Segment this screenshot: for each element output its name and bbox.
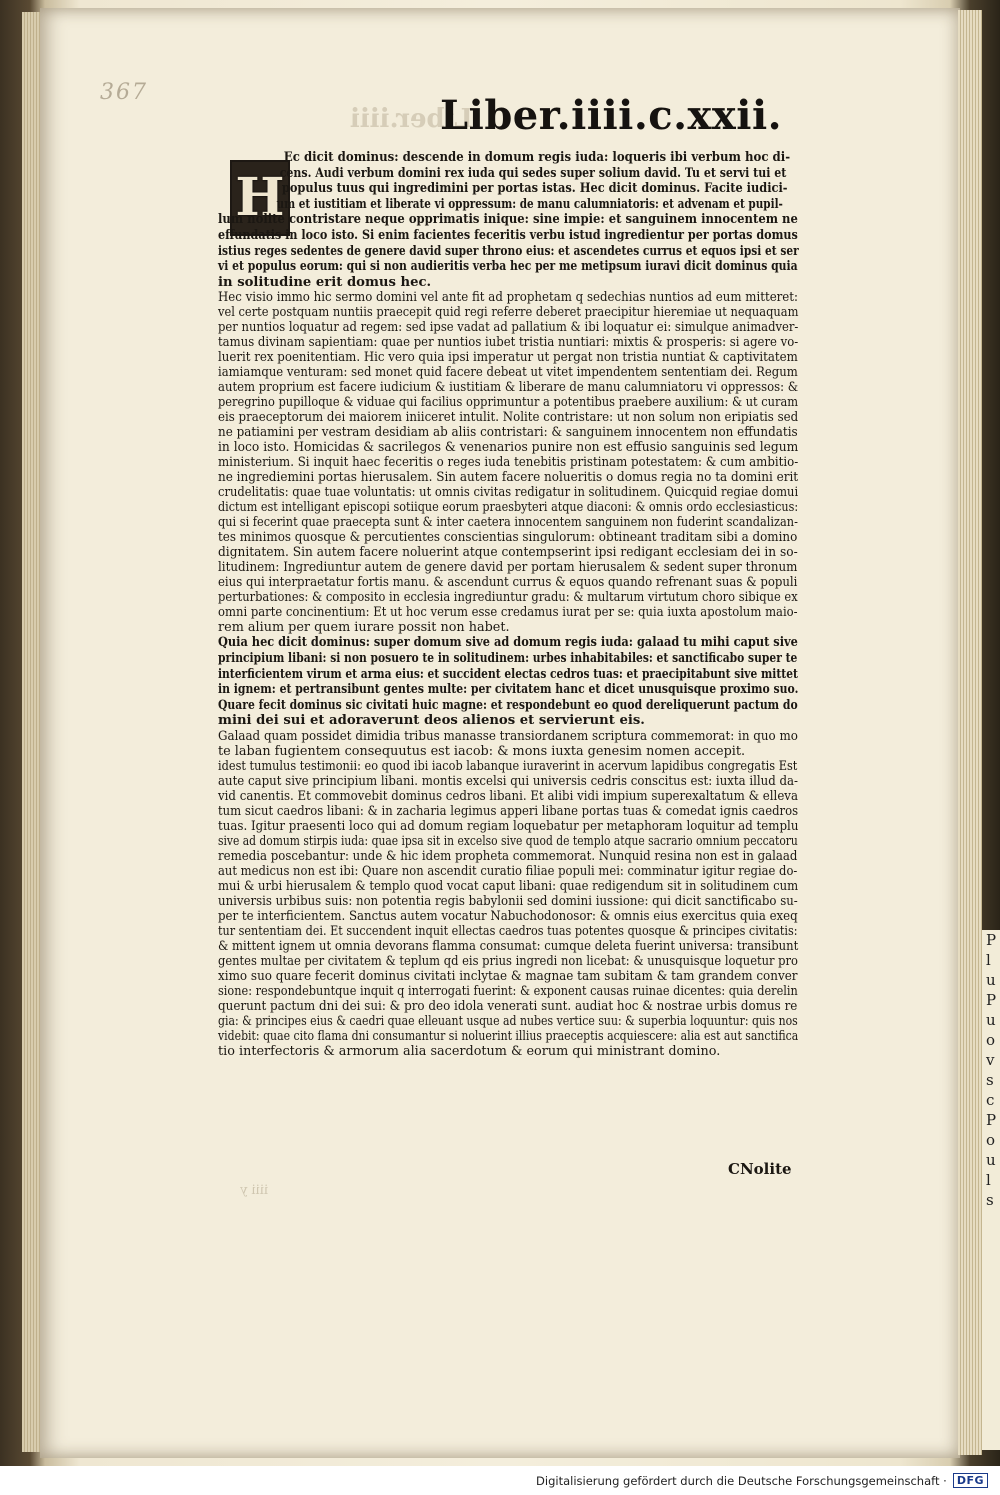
adjacent-page-letter: u [986, 971, 996, 989]
adjacent-page-letter: o [986, 1131, 996, 1149]
text-line: ne ingrediemini portas hierusalem. Sin autem facere nolueritis o domus regia no ta domini erit [218, 470, 799, 486]
text-line: gia: & principes eius & caedri quae elleuant usque ad nubes vertice suu: & superbia loquuntur: quis nos [218, 1013, 798, 1029]
text-line: idest tumulus testimonii: eo quod ibi iacob labanque iuraverint in acervum lapidibus congregatis Est [218, 758, 798, 774]
text-line: Quare fecit dominus sic civitati huic magne: et respondebunt eo quod dereliquerunt pactum do [218, 697, 798, 713]
scripture-passage-1 [218, 150, 798, 290]
commentary-passage-1 [218, 290, 798, 635]
text-line: peregrino pupilloque & viduae qui facilius opprimuntur a potentibus praebere auxilium: & ut curam [218, 395, 799, 411]
handwritten-folio-number: 367 [100, 80, 148, 105]
text-line: universis urbibus suis: non potentia regis babylonii sed domini iussione: qui dicit sanctificabo su- [218, 893, 798, 909]
text-line: dictum est intelligant episcopi sotiique eorum praesbyteri atque diaconi: & omnis ordo ecclesiasticus: [218, 500, 799, 516]
text-line: vid canentis. Et commovebit dominus cedros libani. Et alibi vidi impium superexaltatum & elleva [218, 788, 798, 804]
text-line: autem proprium est facere iudicium & iustitiam & liberare de manu calumniatoru vi oppressos: & [218, 380, 799, 396]
adjacent-page-letter: l [986, 1171, 991, 1189]
book-fore-edge-right [958, 10, 982, 1455]
digitization-footer [0, 1466, 1000, 1495]
text-line: ximo suo quare fecerit dominus civitati inclytae & magnae tam subitam & tam grandem conver [218, 968, 798, 984]
text-line: gentes multae per civitatem & teplum qd eis prius ingredi non licebat: & unusquisque loquetur pro [218, 953, 798, 969]
adjacent-page-fragment [982, 930, 1000, 1450]
text-line: Quia hec dicit dominus: super domum sive ad domum regis iuda: galaad tu mihi caput sive [218, 635, 798, 651]
adjacent-page-letter: c [986, 1091, 995, 1109]
text-line: in ignem: et pertransibunt gentes multe: per civitatem hanc et dicet unusquisque proximo suo. [218, 682, 799, 698]
text-line: rem alium per quem iurare possit non habet. [218, 620, 510, 636]
commentary-passage-2 [218, 729, 798, 1059]
text-line: crudelitatis: quae tuae voluntatis: ut omnis civitas redigatur in solitudinem. Quicquid regiae domui [218, 485, 799, 501]
text-line: querunt pactum dni dei sui: & pro deo idola venerati sunt. audiat hoc & nostrae urbis domus re [218, 998, 798, 1014]
text-line: tes minimos quosque & percutientes conscientias singulorum: obtineant traditam sibi a domino [218, 530, 798, 546]
text-line: effundatis in loco isto. Si enim facientes feceritis verbu istud ingredientur per portas domus [218, 227, 798, 243]
text-line: Hec visio immo hic sermo domini vel ante fit ad prophetam q sedechias nuntios ad eum mitteret: [218, 290, 798, 306]
adjacent-page-letter: u [986, 1011, 996, 1029]
text-line: tio interfectoris & armorum alia sacerdotum & eorum qui ministrant domino. [218, 1043, 721, 1059]
show-through-signature: iiii y [240, 1183, 269, 1198]
text-line: vi et populus eorum: qui si non audieritis verba hec per me metipsum iuravi dicit dominus quia [218, 259, 798, 275]
text-line: in solitudine erit domus hec. [218, 274, 432, 290]
text-line: Ec dicit dominus: descende in domum regis iuda: loqueris ibi verbum hoc di- [283, 150, 791, 165]
text-line: mui & urbi hierusalem & templo quod vocat caput libani: quae redigendum sit in solitudinem cum [218, 878, 799, 894]
text-line: eius qui interpraetatur fortis manu. & ascendunt currus & equos quando refrenant suas & populi [218, 575, 798, 591]
text-line: ne patiamini per vestram desidiam ab aliis contristari: & sanguinem innocentem non effundatis [218, 425, 798, 441]
text-line: mini dei sui et adoraverunt deos alienos et servierunt eis. [218, 713, 645, 729]
adjacent-page-letter: o [986, 1031, 996, 1049]
text-line: aute caput sive principium libani. montis excelsi qui universis cedris conscitus est: iuxta illud da- [218, 773, 799, 789]
text-line: aut medicus non est ibi: Quare non ascendit curatio filiae populi mei: comminatur igitur regiae do- [218, 863, 798, 879]
funding-credit: Digitalisierung gefördert durch die Deutsche Forschungsgemeinschaft · [536, 1473, 947, 1488]
text-line: tamus divinam sapientiam: quae per nuntios iubet tristia nuntiari: mixtis & prosperis: si agere vo- [218, 335, 799, 351]
adjacent-page-letter: P [986, 931, 997, 949]
adjacent-page-letter: u [986, 1151, 996, 1169]
text-line: tur sententiam dei. Et succendent inquit ellectas caedros tuas potentes quosque & principes civitatis: [218, 923, 798, 939]
catchword: CNolite [728, 1160, 792, 1178]
text-line: te laban fugientem consequutus est iacob: & mons iuxta genesim nomen accepit. [218, 743, 746, 759]
page-text-block [218, 150, 798, 1059]
adjacent-page-letter: s [986, 1071, 994, 1089]
show-through-text: Liber.iiii [350, 104, 473, 134]
text-line: & mittent ignem ut omnia devorans flamma consumat: cumque deleta fuerint universa: transibunt [218, 938, 799, 954]
text-line: Galaad quam possidet dimidia tribus manasse transiordanem scriptura commemorat: in quo mo [218, 728, 798, 744]
running-head: Liber.iiii.c.xxii. [440, 92, 783, 139]
paragraph-mark-icon: C [728, 1160, 740, 1178]
text-line: istius reges sedentes de genere david super throno eius: et ascendetes currus et equos ipsi et ser [218, 243, 799, 259]
text-line: luerit rex poenitentiam. Hic vero quia ipsi imperatur ut pergat non tristia nuntiat & captivitatem [218, 350, 798, 366]
text-line: eis praeceptorum dei maiorem iniiceret intulit. Nolite contristare: ut non solum non eripiatis sed [218, 410, 799, 426]
text-line: sive ad domum stirpis iuda: quae ipsa sit in excelso sive quod de templo atque sacrario omnium peccatoru [218, 833, 798, 849]
text-line: perturbationes: & composito in ecclesia ingrediuntur gradu: & multarum virtutum choro sibique ex [218, 590, 798, 606]
text-line: per nuntios loquatur ad regem: sed ipse vadat ad pallatium & ibi loquatur ei: simulque animadver- [218, 320, 799, 336]
text-line: cens. Audi verbum domini rex iuda qui sedes super solium david. Tu et servi tui et [279, 165, 787, 181]
text-line: um et iustitiam et liberate vi oppressum: de manu calumniatoris: et advenam et pupil- [276, 196, 783, 212]
text-line: remedia poscebantur: unde & hic idem propheta commemorat. Nunquid resina non est in galaad [218, 848, 798, 864]
adjacent-page-letter: P [986, 1111, 997, 1129]
adjacent-page-letter: s [986, 1191, 994, 1209]
text-line: videbit: quae cito flama dni consumantur si noluerint illius praeceptis acquiescere: alia est aut sanctifica [218, 1028, 799, 1044]
text-line: per te interficientem. Sanctus autem vocatur Nabuchodonosor: & omnis eius exercitus quia exeq [218, 908, 798, 924]
text-line: in loco isto. Homicidas & sacrilegos & venenarios punire non est effusio sanguinis sed legum [218, 440, 799, 456]
text-line: ministerium. Si inquit haec feceritis o reges iuda tenebitis pristinam potestatem: & cum ambitio- [218, 455, 799, 471]
book-fore-edge-left [22, 12, 42, 1452]
text-line: litudinem: Ingrediuntur autem de genere david per portam hierusalem & sedent super thronum [218, 560, 798, 576]
text-line: lum nolite contristare neque opprimatis inique: sine impie: et sanguinem innocentem ne [218, 212, 798, 228]
text-line: populus tuus qui ingredimini per portas istas. Hec dicit dominus. Facite iudici- [281, 181, 788, 197]
text-line: tum sicut caedros libani: & in zacharia legimus apperi libane portas tuas & comedat ignis caedros [218, 803, 799, 819]
scripture-passage-2 [218, 635, 798, 729]
adjacent-page-letter: l [986, 951, 991, 969]
text-line: vel certe postquam nuntiis praecepit quid regi referre deberet praecipitur hieremiae ut nequaquam [218, 305, 799, 321]
text-line: qui si fecerint quae praecepta sunt & inter caetera innocentem sanguinem non fuderint scandalizan- [218, 515, 798, 531]
decorated-initial: H [230, 160, 290, 236]
text-line: dignitatem. Sin autem facere noluerint atque contempserint ipsi redigant ecclesiam dei in so- [218, 545, 798, 561]
text-line: iamiamque venturam: sed monet quid facere debeat ut vitet impendentem sententiam dei. Regum [218, 365, 798, 381]
adjacent-page-letter: P [986, 991, 997, 1009]
text-line: omni parte concinentium: Et ut hoc verum esse credamus iurat per se: quia iuxta apostolum maio- [218, 605, 798, 621]
text-line: sione: respondebuntque inquit q interrogati fuerint: & exponent causas ruinae dicentes: quia derelin [218, 983, 798, 999]
dfg-logo: DFG [953, 1473, 988, 1488]
text-line: principium libani: si non posuero te in solitudinem: urbes inhabitabiles: et sanctificabo super te [218, 650, 798, 666]
adjacent-page-letter: v [986, 1051, 995, 1069]
text-line: tuas. Igitur praesenti loco qui ad domum regiam loquebatur per metaphoram loquitur ad templu [218, 818, 799, 834]
text-line: interficientem virum et arma eius: et succident electas cedros tuas: et praecipitabunt sive mittet [218, 666, 798, 682]
